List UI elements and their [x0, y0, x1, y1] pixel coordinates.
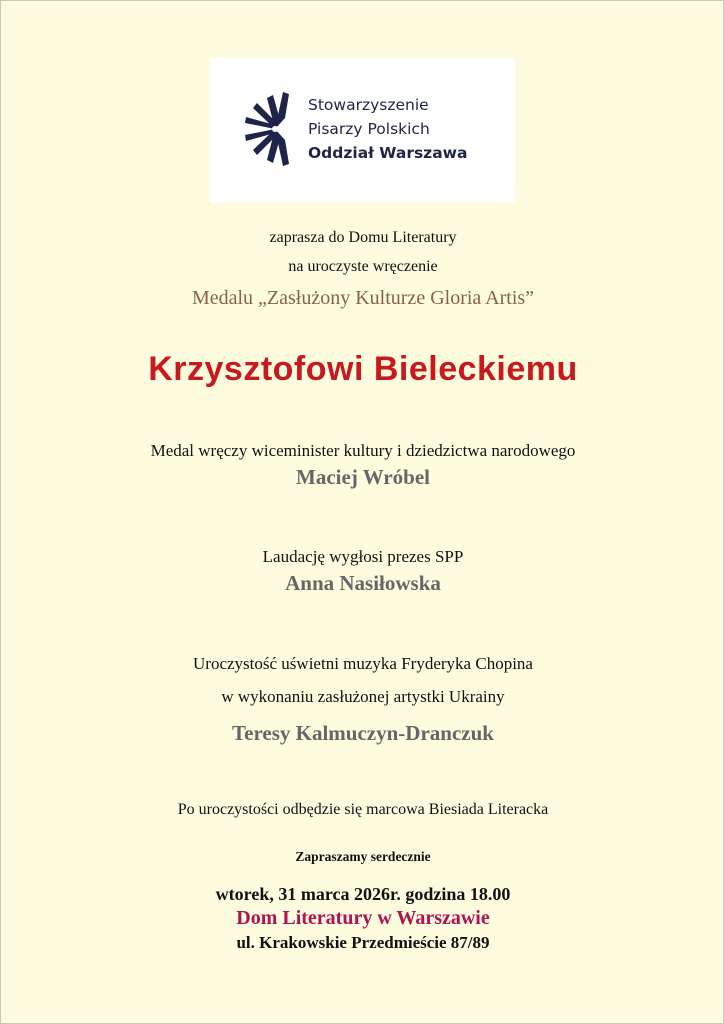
- logo-line-3: Oddział Warszawa: [308, 144, 468, 162]
- event-venue: Dom Literatury w Warszawie: [236, 907, 490, 929]
- logo-text: [308, 93, 467, 165]
- invite-line-1: zaprasza do Domu Literatury: [269, 229, 457, 246]
- after-event-text: Po uroczystości odbędzie się marcowa Biesiada Literacka: [177, 801, 549, 818]
- laudation-text: Laudację wygłosi prezes SPP: [262, 547, 464, 566]
- event-date: wtorek, 31 marca 2026r. godzina 18.00: [215, 884, 511, 904]
- performer-name: Teresy Kalmuczyn-Dranczuk: [232, 721, 494, 745]
- welcome-text: Zapraszamy serdecznie: [295, 849, 431, 864]
- music-line-2: w wykonaniu zasłużonej artystki Ukrainy: [221, 687, 505, 706]
- logo-box: [210, 58, 515, 203]
- honoree-name: Krzysztofowi Bieleckiemu: [148, 350, 578, 388]
- event-address: ul. Krakowskie Przedmieście 87/89: [236, 933, 490, 952]
- invite-line-2: na uroczyste wręczenie: [288, 258, 438, 275]
- presenter-text: Medal wręczy wiceminister kultury i dziedzictwa narodowego: [150, 441, 576, 460]
- presenter-name: Maciej Wróbel: [296, 465, 430, 489]
- logo-line-1: Stowarzyszenie: [308, 96, 429, 114]
- logo-line-2: Pisarzy Polskich: [308, 120, 430, 138]
- music-line-1: Uroczystość uświetni muzyka Fryderyka Chopina: [193, 654, 533, 673]
- laudation-name: Anna Nasiłowska: [285, 571, 441, 595]
- pen-nib-rosette-icon: [245, 90, 289, 168]
- medal-name: Medalu „Zasłużony Kulturze Gloria Artis”: [191, 287, 535, 309]
